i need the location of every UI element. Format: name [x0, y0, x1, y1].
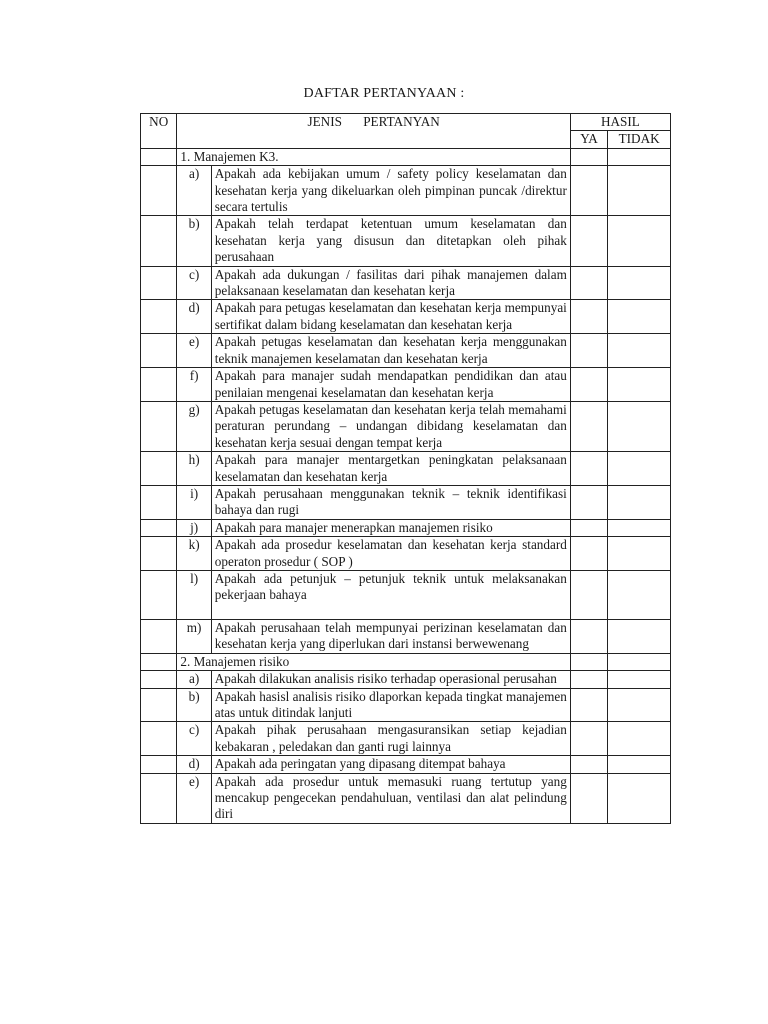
answer-tidak-cell[interactable] [608, 722, 671, 756]
question-letter: j) [177, 519, 211, 536]
answer-tidak-cell[interactable] [608, 452, 671, 486]
question-letter: d) [177, 300, 211, 334]
no-cell [141, 653, 177, 670]
question-letter: l) [177, 570, 211, 619]
answer-ya-cell[interactable] [570, 166, 607, 216]
answer-tidak-cell[interactable] [608, 653, 671, 670]
answer-ya-cell[interactable] [570, 148, 607, 165]
header-hasil: HASIL [570, 114, 670, 131]
answer-ya-cell[interactable] [570, 485, 607, 519]
question-letter: h) [177, 452, 211, 486]
question-row [141, 216, 671, 266]
question-text: Apakah pihak perusahaan mengasuransikan setiap kejadian kebakaran , peledakan dan ganti rugi lainnya [211, 722, 570, 756]
question-row [141, 485, 671, 519]
question-row [141, 334, 671, 368]
question-letter: c) [177, 722, 211, 756]
question-text: Apakah perusahaan telah mempunyai perizinan keselamatan dan kesehatan kerja yang diperlukan dari instansi berwewenang [211, 619, 570, 653]
header-row [141, 114, 671, 131]
answer-ya-cell[interactable] [570, 653, 607, 670]
answer-ya-cell[interactable] [570, 519, 607, 536]
question-text: Apakah para manajer menerapkan manajemen risiko [211, 519, 570, 536]
answer-tidak-cell[interactable] [608, 537, 671, 571]
answer-ya-cell[interactable] [570, 671, 607, 688]
answer-ya-cell[interactable] [570, 452, 607, 486]
question-row [141, 266, 671, 300]
question-row [141, 722, 671, 756]
question-letter: d) [177, 756, 211, 773]
question-text: Apakah petugas keselamatan dan kesehatan kerja telah memahami peraturan perundang – undangan dibidang keselamatan dan kesehatan kerja sesuai dengan tempat kerja [211, 401, 570, 451]
no-cell [141, 300, 177, 334]
question-letter: e) [177, 773, 211, 823]
question-text: Apakah ada kebijakan umum / safety policy keselamatan dan kesehatan kerja yang dikeluarkan oleh pimpinan puncak /direktur secara tertulis [211, 166, 570, 216]
answer-tidak-cell[interactable] [608, 216, 671, 266]
answer-tidak-cell[interactable] [608, 570, 671, 619]
no-cell [141, 485, 177, 519]
answer-tidak-cell[interactable] [608, 300, 671, 334]
answer-tidak-cell[interactable] [608, 368, 671, 402]
question-text: Apakah telah terdapat ketentuan umum keselamatan dan kesehatan kerja yang disusun dan ditetapkan oleh pihak perusahaan [211, 216, 570, 266]
answer-tidak-cell[interactable] [608, 485, 671, 519]
answer-ya-cell[interactable] [570, 773, 607, 823]
answer-tidak-cell[interactable] [608, 619, 671, 653]
question-text: Apakah ada petunjuk – petunjuk teknik untuk melaksanakan pekerjaan bahaya [211, 570, 570, 619]
no-cell [141, 452, 177, 486]
question-row [141, 519, 671, 536]
no-cell [141, 216, 177, 266]
question-row [141, 688, 671, 722]
header-tidak: TIDAK [608, 131, 671, 148]
answer-ya-cell[interactable] [570, 300, 607, 334]
question-text: Apakah para manajer sudah mendapatkan pendidikan dan atau penilaian mengenai keselamatan dan kesehatan kerja [211, 368, 570, 402]
question-letter: a) [177, 166, 211, 216]
question-letter: m) [177, 619, 211, 653]
questionnaire-body [141, 148, 671, 823]
no-cell [141, 368, 177, 402]
answer-ya-cell[interactable] [570, 688, 607, 722]
question-letter: k) [177, 537, 211, 571]
answer-tidak-cell[interactable] [608, 773, 671, 823]
question-text: Apakah ada peringatan yang dipasang ditempat bahaya [211, 756, 570, 773]
no-cell [141, 756, 177, 773]
answer-ya-cell[interactable] [570, 334, 607, 368]
no-cell [141, 166, 177, 216]
question-text: Apakah ada dukungan / fasilitas dari pihak manajemen dalam pelaksanaan keselamatan dan kesehatan kerja [211, 266, 570, 300]
question-text: Apakah perusahaan menggunakan teknik – teknik identifikasi bahaya dan rugi [211, 485, 570, 519]
answer-ya-cell[interactable] [570, 537, 607, 571]
question-row [141, 756, 671, 773]
answer-ya-cell[interactable] [570, 756, 607, 773]
question-text: Apakah hasisl analisis risiko dlaporkan kepada tingkat manajemen atas untuk ditindak lanjuti [211, 688, 570, 722]
answer-ya-cell[interactable] [570, 722, 607, 756]
no-cell [141, 722, 177, 756]
no-cell [141, 401, 177, 451]
no-cell [141, 537, 177, 571]
answer-ya-cell[interactable] [570, 401, 607, 451]
question-row [141, 300, 671, 334]
answer-tidak-cell[interactable] [608, 519, 671, 536]
question-row [141, 401, 671, 451]
header-ya: YA [570, 131, 607, 148]
answer-tidak-cell[interactable] [608, 166, 671, 216]
answer-ya-cell[interactable] [570, 266, 607, 300]
question-letter: b) [177, 688, 211, 722]
no-cell [141, 266, 177, 300]
section-title: 2. Manajemen risiko [177, 653, 570, 670]
header-no: NO [141, 114, 177, 149]
answer-tidak-cell[interactable] [608, 756, 671, 773]
question-letter: g) [177, 401, 211, 451]
answer-tidak-cell[interactable] [608, 688, 671, 722]
no-cell [141, 619, 177, 653]
question-text: Apakah para manajer mentargetkan peningkatan pelaksanaan keselamatan dan kesehatan kerja [211, 452, 570, 486]
header-jenis: JENIS PERTANYAN [177, 114, 570, 149]
answer-tidak-cell[interactable] [608, 266, 671, 300]
answer-tidak-cell[interactable] [608, 401, 671, 451]
question-row [141, 368, 671, 402]
no-cell [141, 519, 177, 536]
answer-ya-cell[interactable] [570, 619, 607, 653]
question-text: Apakah ada prosedur keselamatan dan kesehatan kerja standard operaton prosedur ( SOP ) [211, 537, 570, 571]
answer-ya-cell[interactable] [570, 368, 607, 402]
question-row [141, 166, 671, 216]
section-row [141, 653, 671, 670]
question-letter: i) [177, 485, 211, 519]
answer-tidak-cell[interactable] [608, 671, 671, 688]
question-row [141, 619, 671, 653]
question-letter: c) [177, 266, 211, 300]
question-row [141, 452, 671, 486]
document-title: DAFTAR PERTANYAAN : [303, 86, 465, 101]
answer-ya-cell[interactable] [570, 216, 607, 266]
no-cell [141, 570, 177, 619]
answer-tidak-cell[interactable] [608, 148, 671, 165]
question-row [141, 773, 671, 823]
question-text: Apakah petugas keselamatan dan kesehatan kerja menggunakan teknik manajemen keselamatan dan kesehatan kerja [211, 334, 570, 368]
question-letter: e) [177, 334, 211, 368]
question-text: Apakah para petugas keselamatan dan kesehatan kerja mempunyai sertifikat dalam bidang keselamatan dan kesehatan kerja [211, 300, 570, 334]
question-text: Apakah ada prosedur untuk memasuki ruang tertutup yang mencakup pengecekan pendahuluan, ventilasi dan alat pelindung diri [211, 773, 570, 823]
section-row [141, 148, 671, 165]
no-cell [141, 671, 177, 688]
answer-tidak-cell[interactable] [608, 334, 671, 368]
section-title: 1. Manajemen K3. [177, 148, 570, 165]
question-row [141, 537, 671, 571]
questionnaire-table [140, 113, 671, 824]
no-cell [141, 148, 177, 165]
no-cell [141, 688, 177, 722]
question-row [141, 570, 671, 619]
answer-ya-cell[interactable] [570, 570, 607, 619]
no-cell [141, 773, 177, 823]
question-letter: a) [177, 671, 211, 688]
question-letter: b) [177, 216, 211, 266]
question-text: Apakah dilakukan analisis risiko terhadap operasional perusahan [211, 671, 570, 688]
question-letter: f) [177, 368, 211, 402]
no-cell [141, 334, 177, 368]
question-row [141, 671, 671, 688]
